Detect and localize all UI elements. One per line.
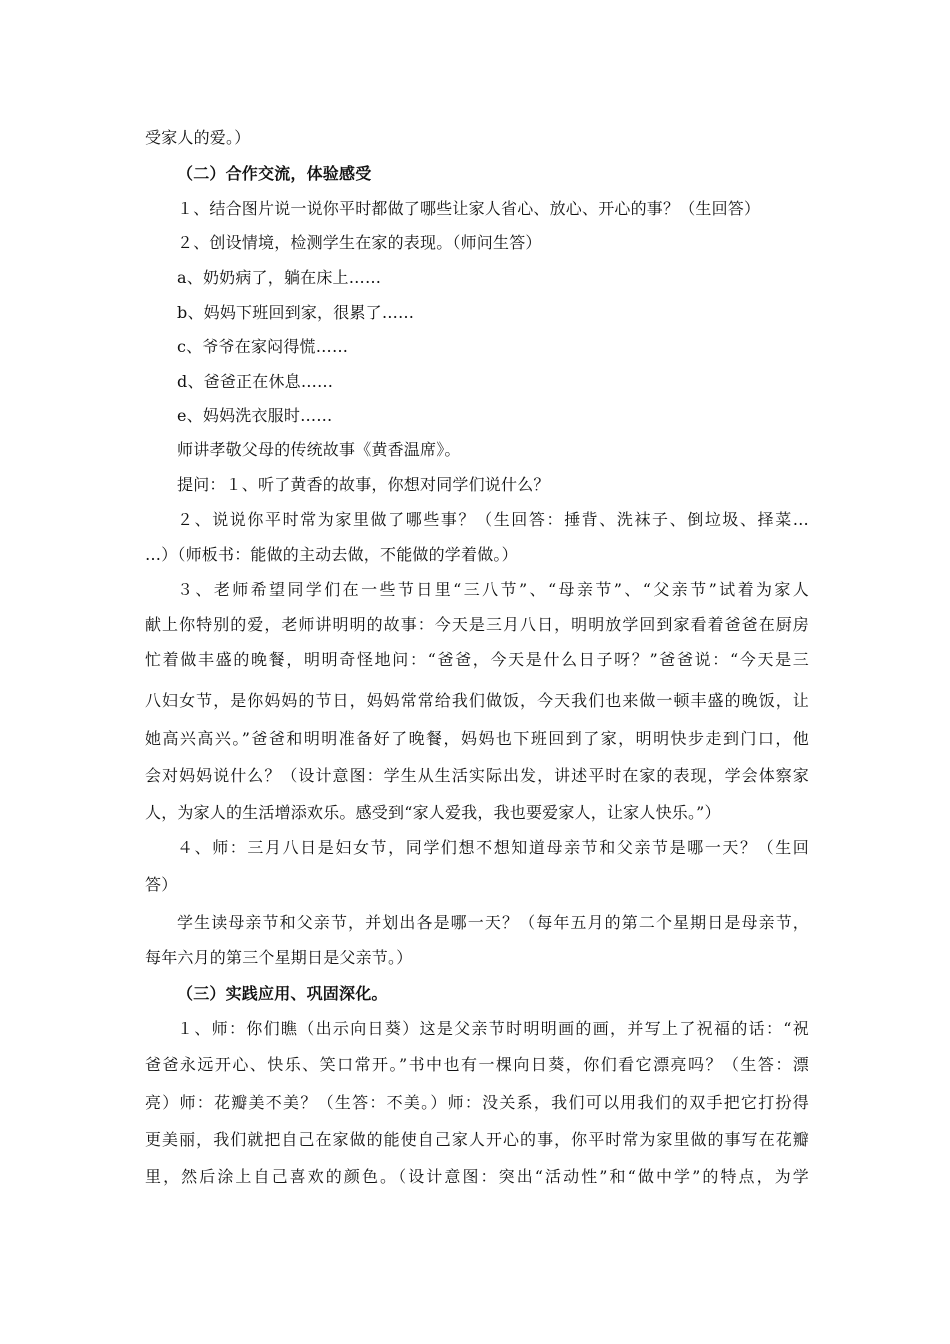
list-item: e、妈妈洗衣服时…… <box>177 406 333 425</box>
text-line: …）（师板书：能做的主动去做，不能做的学着做。） <box>145 545 518 564</box>
text-line: １、结合图片说一说你平时都做了哪些让家人省心、放心、开心的事？（生回答） <box>177 199 761 218</box>
text-line: 师讲孝敬父母的传统故事《黄香温席》。 <box>177 440 461 459</box>
text-line: 爸爸永远开心、快乐、笑口常开。”书中也有一棵向日葵，你们看它漂亮吗？（生答：漂 <box>145 1055 809 1074</box>
text-line: 她高兴高兴。”爸爸和明明准备好了晚餐，妈妈也下班回到了家，明明快步走到门口，他 <box>145 729 809 748</box>
text-line: 学生读母亲节和父亲节，并划出各是哪一天？（每年五月的第二个星期日是母亲节， <box>177 913 809 932</box>
list-item: d、爸爸正在休息…… <box>177 372 334 391</box>
list-item: b、妈妈下班回到家，很累了…… <box>177 303 415 322</box>
list-item: a、奶奶病了，躺在床上…… <box>177 268 382 287</box>
text-line: 会对妈妈说什么？（设计意图：学生从生活实际出发，讲述平时在家的表现，学会体察家 <box>145 766 809 785</box>
text-line: 每年六月的第三个星期日是父亲节。） <box>145 948 413 967</box>
text-line: １、师：你们瞧（出示向日葵）这是父亲节时明明画的画，并写上了祝福的话：“祝 <box>177 1019 809 1038</box>
text-line: 受家人的爱。） <box>145 128 251 147</box>
text-line: 人，为家人的生活增添欢乐。感受到“家人爱我，我也要爱家人，让家人快乐。”） <box>145 803 721 822</box>
text-line: 更美丽，我们就把自己在家做的能使自己家人开心的事，你平时常为家里做的事写在花瓣 <box>145 1130 809 1149</box>
text-line: 八妇女节，是你妈妈的节日，妈妈常常给我们做饭，今天我们也来做一顿丰盛的晚饭，让 <box>145 691 809 710</box>
text-line: ３、老师希望同学们在一些节日里“三八节”、“母亲节”、“父亲节”试着为家人 <box>177 580 809 599</box>
text-line: 答） <box>145 875 178 894</box>
text-line: 里，然后涂上自己喜欢的颜色。（设计意图：突出“活动性”和“做中学”的特点，为学 <box>145 1167 809 1186</box>
section-heading-practice: （三）实践应用、巩固深化。 <box>177 984 388 1003</box>
text-line: 献上你特别的爱，老师讲明明的故事：今天是三月八日，明明放学回到家看着爸爸在厨房 <box>145 615 809 634</box>
text-line: ４、师：三月八日是妇女节，同学们想不想知道母亲节和父亲节是哪一天？（生回 <box>177 838 809 857</box>
list-item: c、爷爷在家闷得慌…… <box>177 337 349 356</box>
text-line: 提问：１、听了黄香的故事，你想对同学们说什么？ <box>177 475 550 494</box>
text-line: 亮）师：花瓣美不美？（生答：不美。）师：没关系，我们可以用我们的双手把它打扮得 <box>145 1093 809 1112</box>
text-line: ２、创设情境，检测学生在家的表现。（师问生答） <box>177 233 542 252</box>
section-heading-cooperation: （二）合作交流，体验感受 <box>177 164 372 183</box>
text-line: 忙着做丰盛的晚餐，明明奇怪地问：“爸爸，今天是什么日子呀？”爸爸说：“今天是三 <box>145 650 809 669</box>
text-line: ２、说说你平时常为家里做了哪些事？（生回答：捶背、洗袜子、倒垃圾、择菜… <box>177 510 809 529</box>
